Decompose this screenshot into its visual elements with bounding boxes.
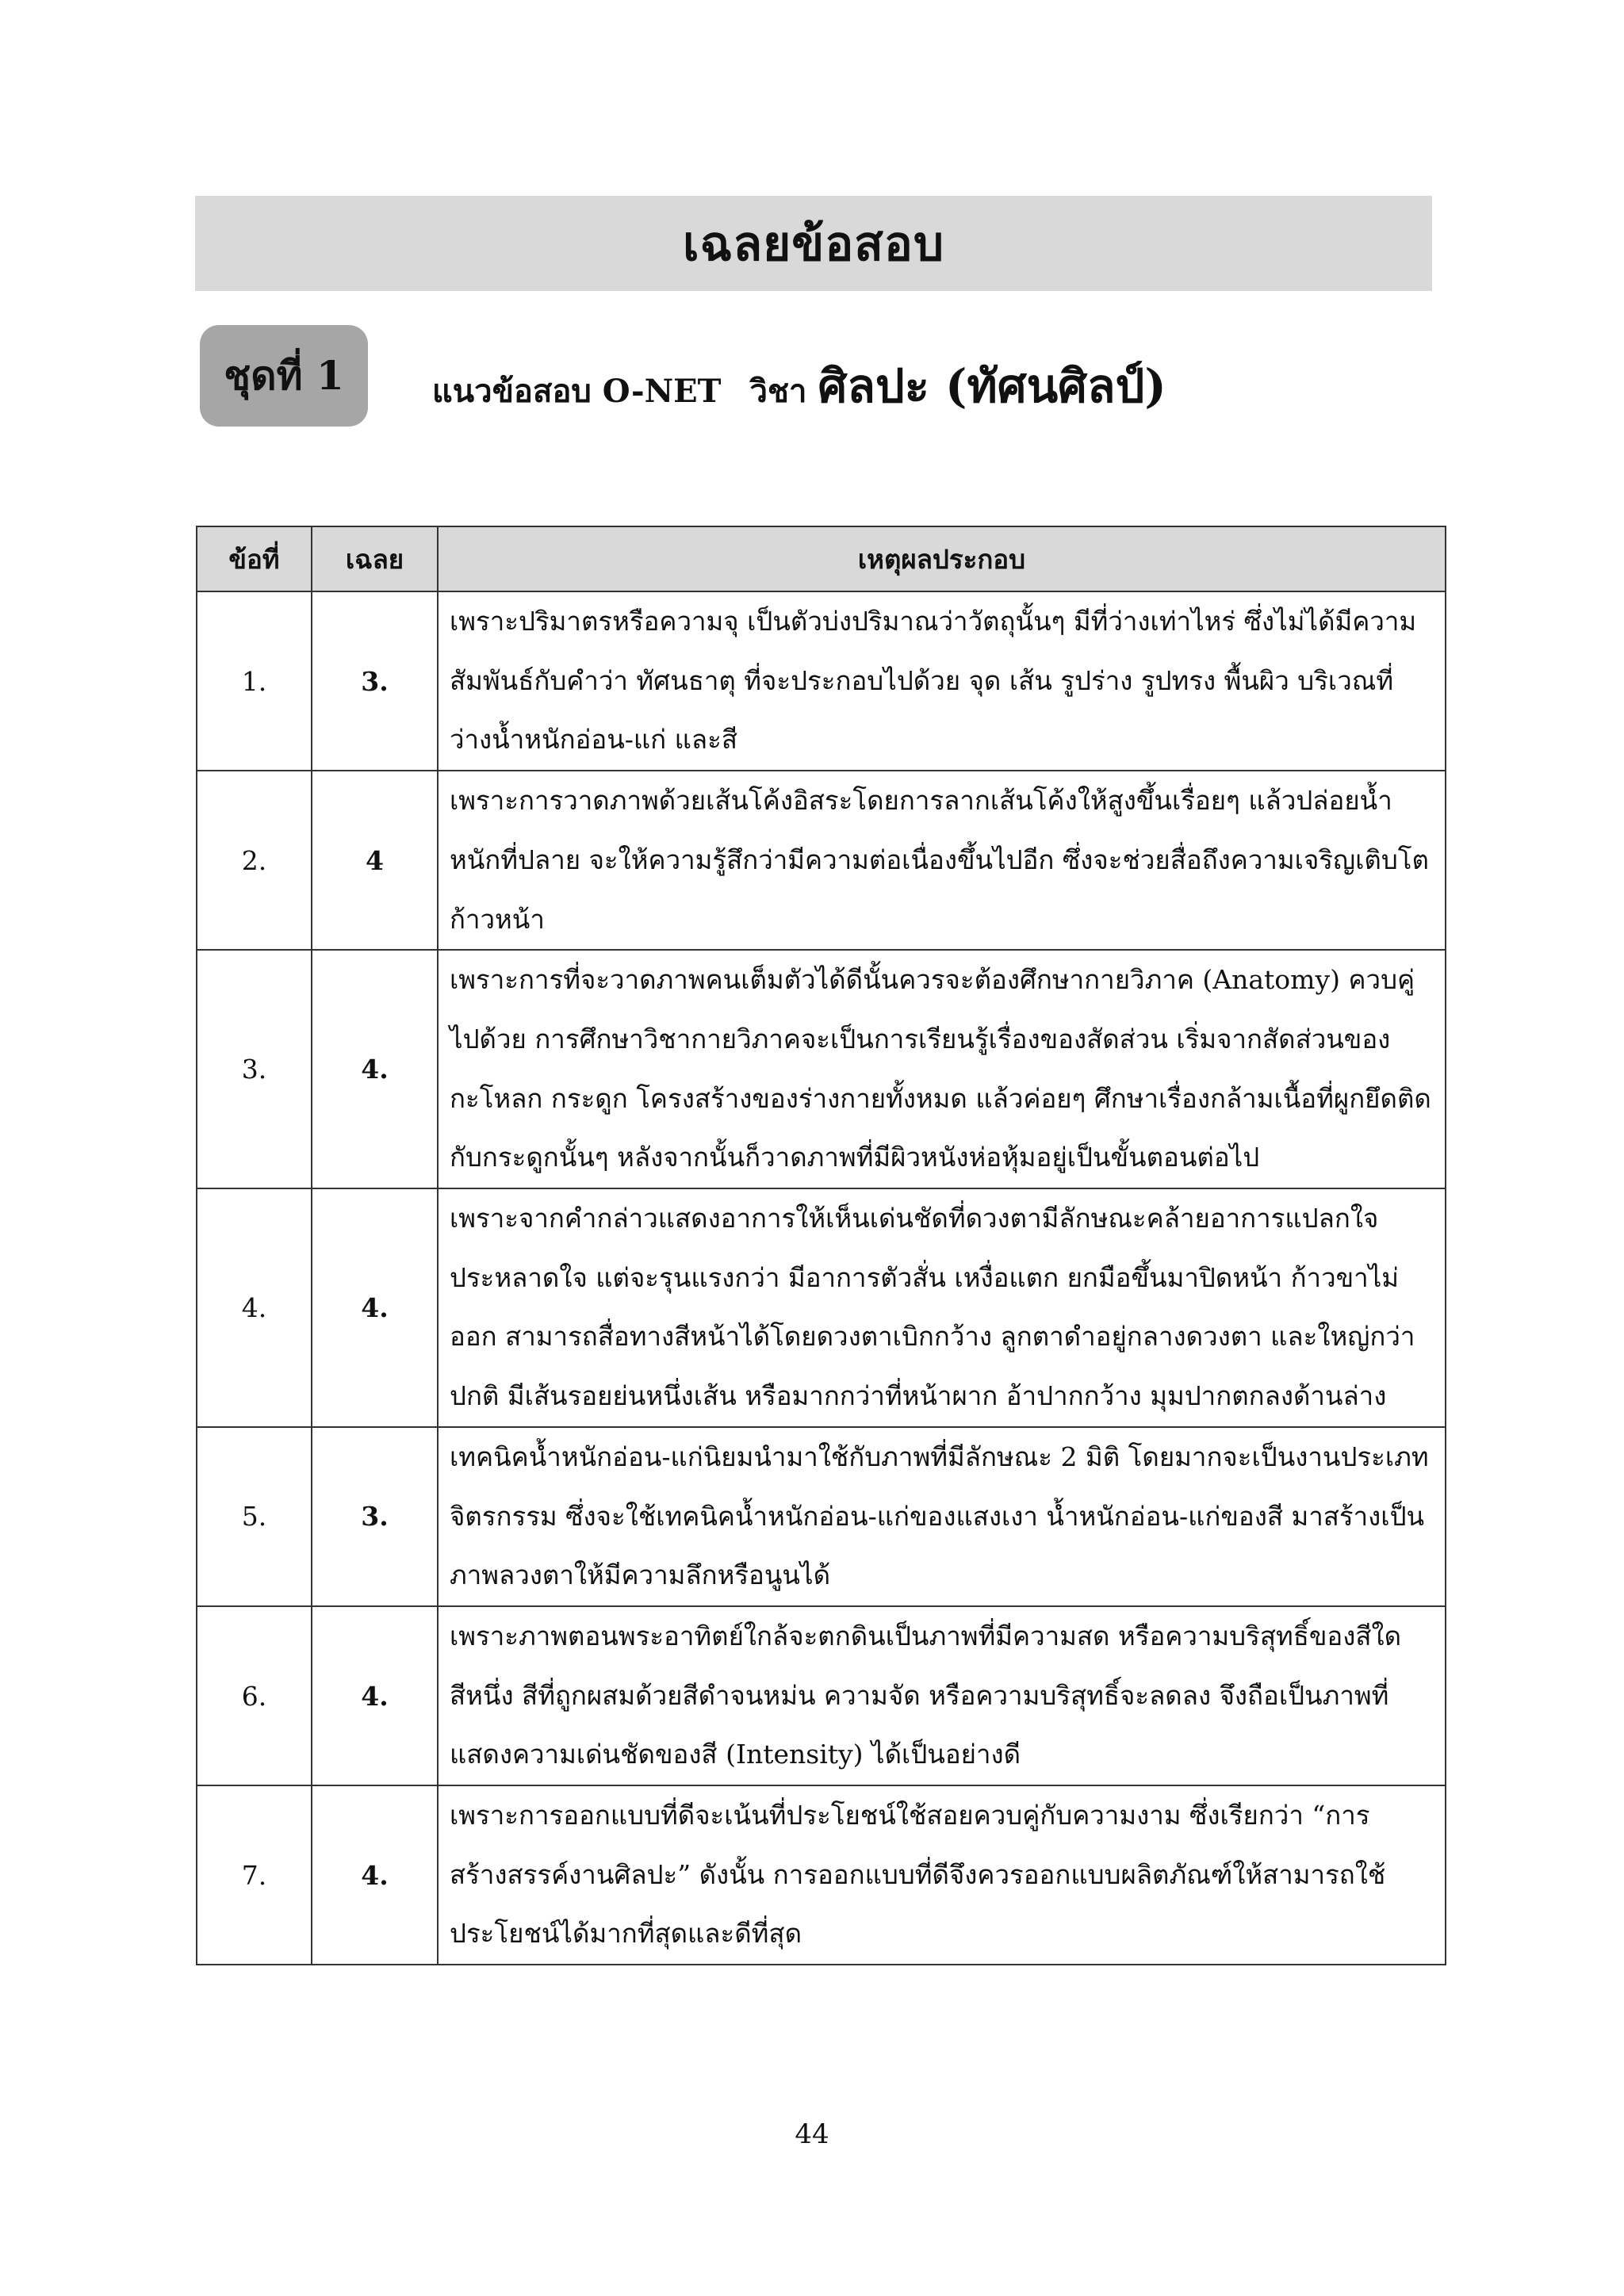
table-row bbox=[197, 1606, 1446, 1785]
row-number: 4. bbox=[197, 1188, 312, 1427]
subtitle-prefix: แนวข้อสอบ O-NET bbox=[432, 373, 722, 410]
subtitle-subject: ศิลปะ (ทัศนศิลป์) bbox=[818, 359, 1166, 413]
table-row bbox=[197, 1785, 1446, 1965]
row-number: 2. bbox=[197, 771, 312, 950]
row-number: 3. bbox=[197, 950, 312, 1188]
table-row bbox=[197, 950, 1446, 1188]
row-answer: 4. bbox=[312, 1785, 438, 1965]
row-reason: เพราะการวาดภาพด้วยเส้นโค้งอิสระโดยการลากเส้นโค้งให้สูงขึ้นเรื่อยๆ แล้วปล่อยน้ำหนักที่ปลาย จะให้ความรู้สึกว่ามีความต่อเนื่องขึ้นไปอีก ซึ่งจะช่วยสื่อถึงความเจริญเติบโตก้าวหน้า bbox=[438, 771, 1446, 950]
row-answer: 3. bbox=[312, 591, 438, 771]
row-reason: เทคนิคน้ำหนักอ่อน-แก่นิยมนำมาใช้กับภาพที่มีลักษณะ 2 มิติ โดยมากจะเป็นงานประเภทจิตรกรรม ซึ่งจะใช้เทคนิคน้ำหนักอ่อน-แก่ของแสงเงา น้ำหนักอ่อน-แก่ของสี มาสร้างเป็นภาพลวงตาให้มีความลึกหรือนูนได้ bbox=[438, 1427, 1446, 1606]
row-answer: 4. bbox=[312, 950, 438, 1188]
subtitle bbox=[432, 349, 1166, 428]
table-row bbox=[197, 591, 1446, 771]
header-number: ข้อที่ bbox=[197, 526, 312, 591]
row-answer: 4. bbox=[312, 1188, 438, 1427]
row-number: 5. bbox=[197, 1427, 312, 1606]
subtitle-subject-label: วิชา bbox=[749, 373, 807, 410]
table-header-row bbox=[197, 526, 1446, 591]
header-reason: เหตุผลประกอบ bbox=[438, 526, 1446, 591]
header-answer: เฉลย bbox=[312, 526, 438, 591]
row-number: 6. bbox=[197, 1606, 312, 1785]
page-title: เฉลยข้อสอบ bbox=[682, 216, 945, 272]
row-answer: 3. bbox=[312, 1427, 438, 1606]
page-number: 44 bbox=[795, 2118, 829, 2150]
row-reason: เพราะภาพตอนพระอาทิตย์ใกล้จะตกดินเป็นภาพที่มีความสด หรือความบริสุทธิ์ของสีใดสีหนึ่ง สีที่ถูกผสมด้วยสีดำจนหม่น ความจัด หรือความบริสุทธิ์จะลดลง จึงถือเป็นภาพที่แสดงความเด่นชัดของสี (Intensity) ได้เป็นอย่างดี bbox=[438, 1606, 1446, 1785]
table-row bbox=[197, 1188, 1446, 1427]
row-answer: 4. bbox=[312, 1606, 438, 1785]
answer-table bbox=[196, 526, 1446, 1965]
set-badge: ชุดที่ 1 bbox=[200, 325, 368, 427]
row-reason: เพราะจากคำกล่าวแสดงอาการให้เห็นเด่นชัดที่ดวงตามีลักษณะคล้ายอาการแปลกใจประหลาดใจ แต่จะรุนแรงกว่า มีอาการตัวสั่น เหงื่อแตก ยกมือขึ้นมาปิดหน้า ก้าวขาไม่ออก สามารถสื่อทางสีหน้าได้โดยดวงตาเบิกกว้าง ลูกตาดำอยู่กลางดวงตา และใหญ่กว่าปกติ มีเส้นรอยย่นหนึ่งเส้น หรือมากกว่าที่หน้าผาก อ้าปากกว้าง มุมปากตกลงด้านล่าง bbox=[438, 1188, 1446, 1427]
table-row bbox=[197, 1427, 1446, 1606]
row-reason: เพราะการที่จะวาดภาพคนเต็มตัวได้ดีนั้นควรจะต้องศึกษากายวิภาค (Anatomy) ควบคู่ไปด้วย การศึกษาวิชากายวิภาคจะเป็นการเรียนรู้เรื่องของสัดส่วน เริ่มจากสัดส่วนของกะโหลก กระดูก โครงสร้างของร่างกายทั้งหมด แล้วค่อยๆ ศึกษาเรื่องกล้ามเนื้อที่ผูกยึดติดกับกระดูกนั้นๆ หลังจากนั้นก็วาดภาพที่มีผิวหนังห่อหุ้มอยู่เป็นขั้นตอนต่อไป bbox=[438, 950, 1446, 1188]
row-number: 7. bbox=[197, 1785, 312, 1965]
row-reason: เพราะปริมาตรหรือความจุ เป็นตัวบ่งปริมาณว่าวัตถุนั้นๆ มีที่ว่างเท่าไหร่ ซึ่งไม่ได้มีความสัมพันธ์กับคำว่า ทัศนธาตุ ที่จะประกอบไปด้วย จุด เส้น รูปร่าง รูปทรง พื้นผิว บริเวณที่ว่างน้ำหนักอ่อน-แก่ และสี bbox=[438, 591, 1446, 771]
table-row bbox=[197, 771, 1446, 950]
row-reason: เพราะการออกแบบที่ดีจะเน้นที่ประโยชน์ใช้สอยควบคู่กับความงาม ซึ่งเรียกว่า “การสร้างสรรค์งานศิลปะ” ดังนั้น การออกแบบที่ดีจึงควรออกแบบผลิตภัณฑ์ให้สามารถใช้ประโยชน์ได้มากที่สุดและดีที่สุด bbox=[438, 1785, 1446, 1965]
title-banner bbox=[195, 196, 1432, 291]
row-answer: 4 bbox=[312, 771, 438, 950]
row-number: 1. bbox=[197, 591, 312, 771]
